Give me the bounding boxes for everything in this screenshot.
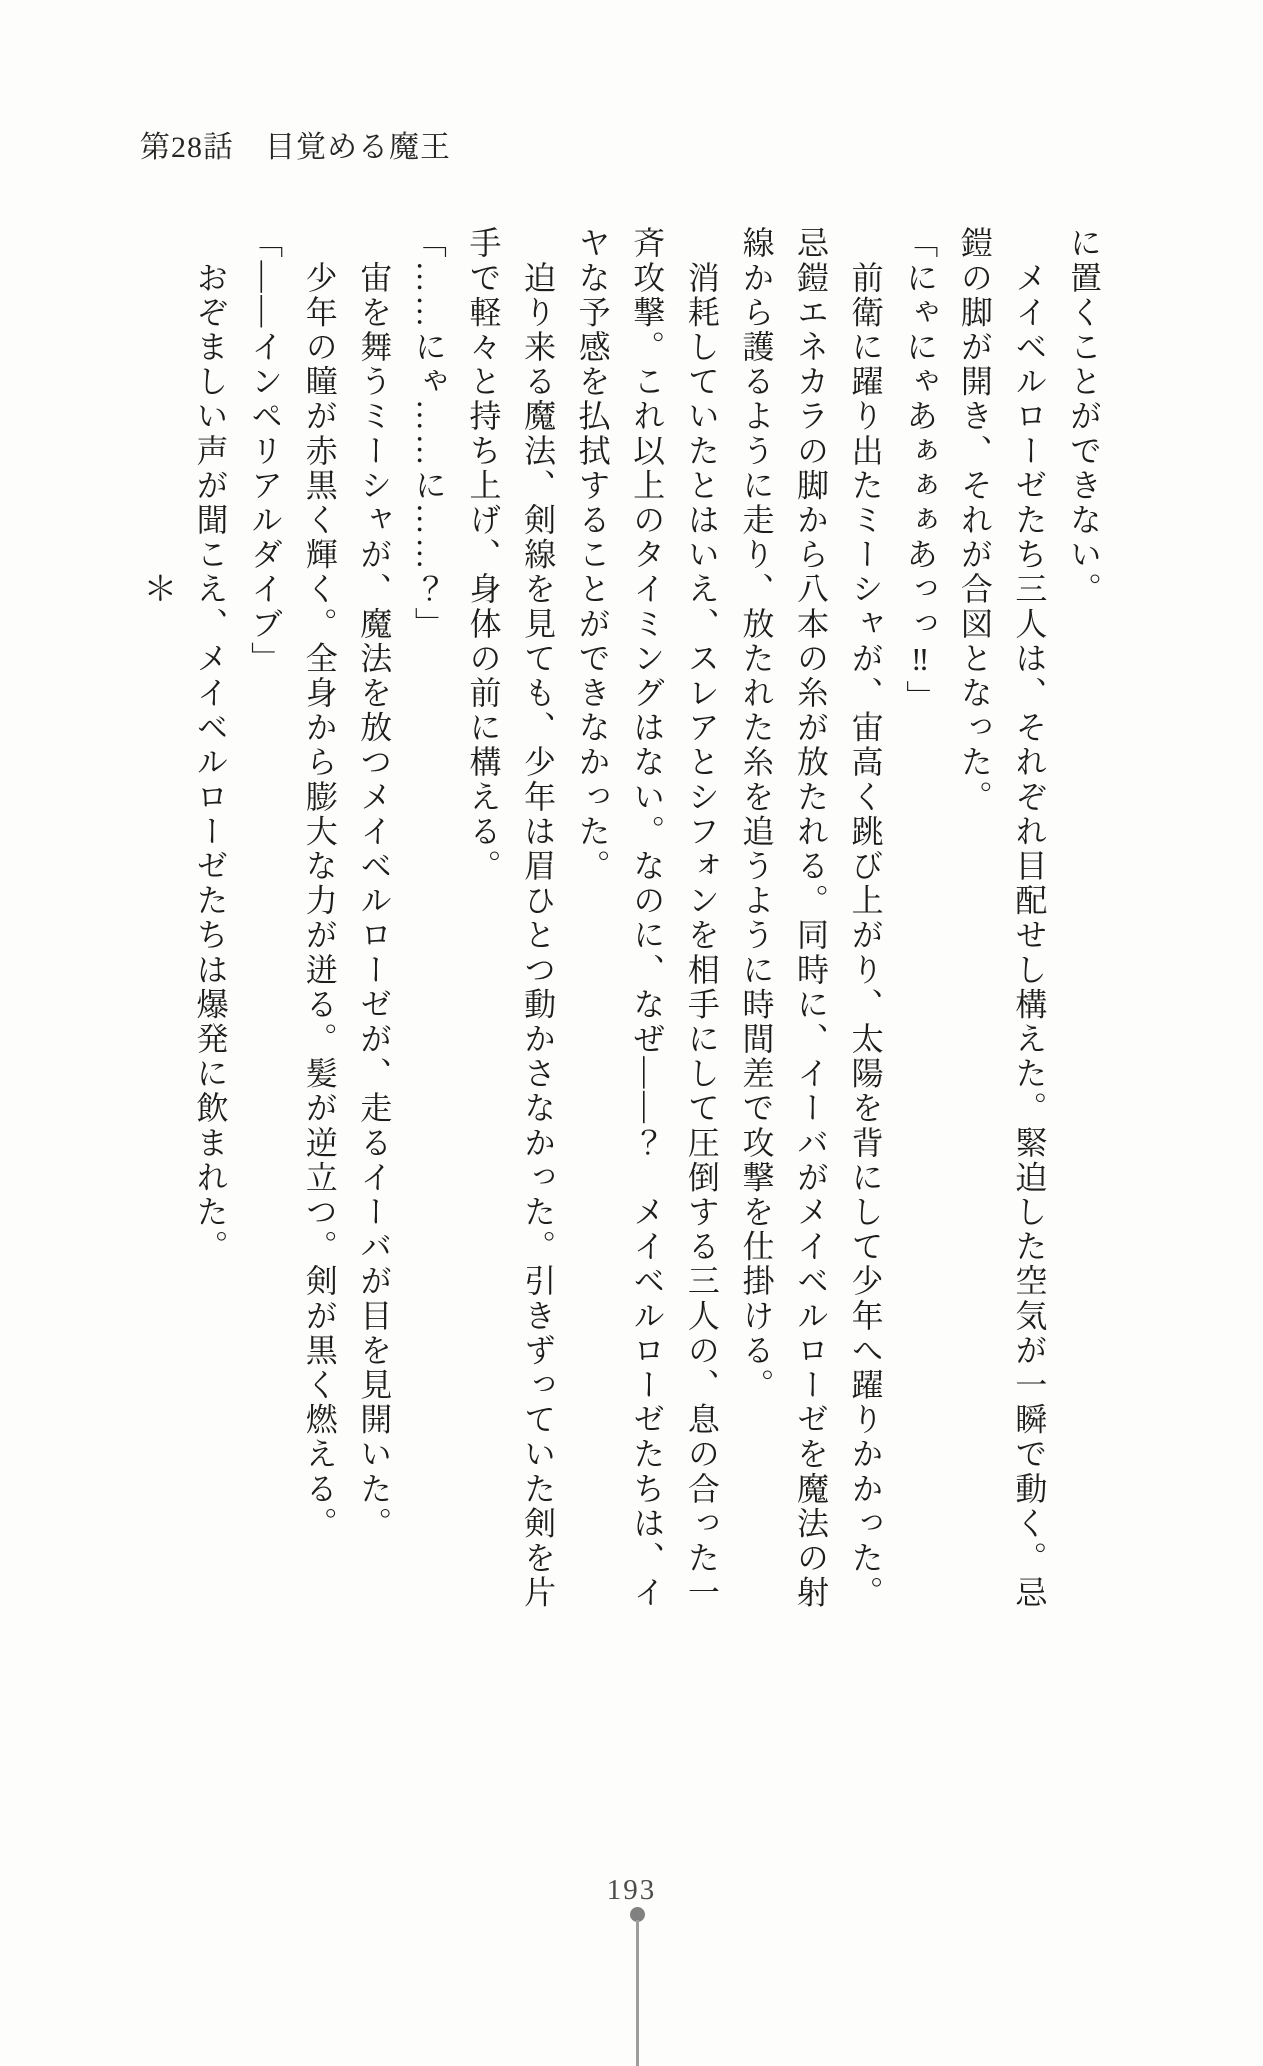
chapter-header: 第28話 目覚める魔王 (140, 131, 451, 164)
text-column: 「にゃにゃあぁぁぁあっっ‼」 (902, 226, 939, 715)
text-column: おぞましい声が聞こえ、メイベルローゼたちは爆発に飲まれた。 (192, 226, 229, 1264)
text-column: 前衛に躍り出たミーシャが、宙高く跳び上がり、太陽を背にして少年へ躍りかかった。 (847, 226, 884, 1610)
text-column: 「――インペリアルダイブ」 (247, 226, 284, 676)
text-column: 鎧の脚が開き、それが合図となった。 (956, 226, 993, 815)
section-break: ＊ (137, 571, 175, 608)
text-column: に置くことができない。 (1066, 226, 1102, 607)
text-column: 迫り来る魔法、剣線を見ても、少年は眉ひとつ動かさなかった。引きずっていた剣を片 (520, 226, 557, 1610)
text-column: ヤな予感を払拭することができなかった。 (574, 226, 611, 884)
text-column: 消耗していたとはいえ、スレアとシフォンを相手にして圧倒する三人の、息の合った一 (683, 226, 720, 1610)
text-column: 手で軽々と持ち上げ、身体の前に構える。 (465, 226, 502, 884)
text-column: 斉攻撃。これ以上のタイミングはない。なのに、なぜ――？ メイベルローゼたちは、イ (629, 226, 666, 1610)
body-text (128, 226, 1111, 1616)
page-marker-line (636, 1920, 639, 2066)
text-column: 忌鎧エネカラの脚から八本の糸が放たれる。同時に、イーバがメイベルローゼを魔法の射 (793, 226, 830, 1610)
text-column: 宙を舞うミーシャが、魔法を放つメイベルローゼが、走るイーバが目を見開いた。 (356, 226, 393, 1541)
text-column: 「……にゃ……に……？」 (410, 226, 447, 642)
text-column: メイベルローゼたち三人は、それぞれ目配せし構えた。緊迫した空気が一瞬で動く。忌 (1011, 226, 1048, 1610)
text-column: 少年の瞳が赤黒く輝く。全身から膨大な力が迸る。髪が逆立つ。剣が黒く燃える。 (301, 226, 338, 1541)
page-number: 193 (606, 1874, 657, 1906)
text-column: 線から護るように走り、放たれた糸を追うように時間差で攻撃を仕掛ける。 (738, 226, 775, 1403)
